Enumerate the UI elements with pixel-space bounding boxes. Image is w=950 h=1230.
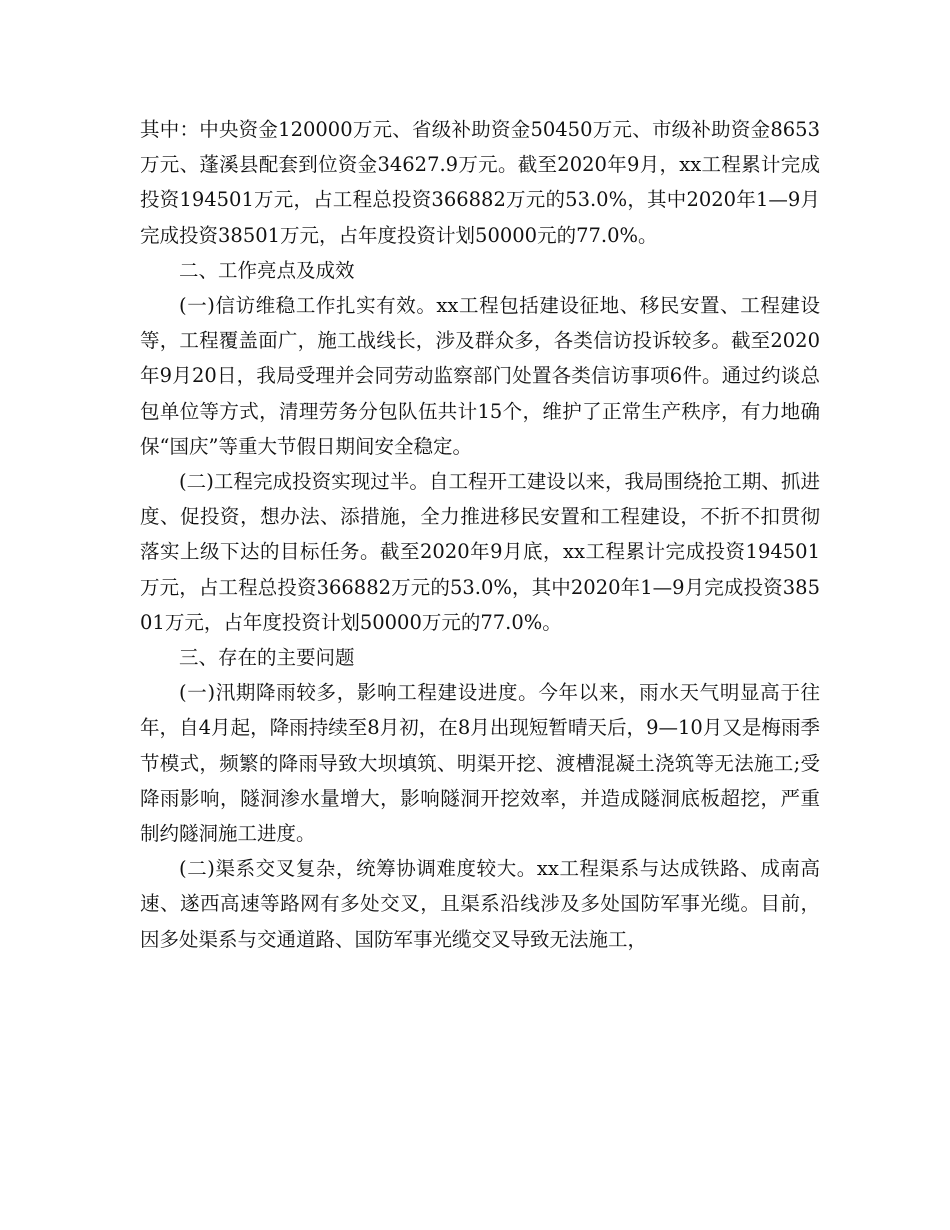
section-heading-highlights: 二、工作亮点及成效 (179, 258, 355, 282)
document-page (140, 112, 820, 957)
paragraph-petition-stability: (一)信访维稳工作扎实有效。xx工程包括建设征地、移民安置、工程建设等，工程覆盖面广，施工战线长，涉及群众多，各类信访投诉较多。截至2020年9月20日，我局受理并会同劳动监察部门处置各类信访事项6件。通过约谈总包单位等方式，清理劳务分包队伍共计15个，维护了正常生产秩序，有力地确保“国庆”等重大节假日期间安全稳定。 (140, 294, 820, 458)
paragraph-investment-progress: (二)工程完成投资实现过半。自工程开工建设以来，我局围绕抢工期、抓进度、促投资，想办法、添措施，全力推进移民安置和工程建设，不折不扣贯彻落实上级下达的目标任务。截至2020年9月底，xx工程累计完成投资194501万元，占工程总投资366882万元的53.0%，其中2020年1—9月完成投资38501万元，占年度投资计划50000万元的77.0%。 (140, 470, 820, 634)
paragraph-canal-crossings: (二)渠系交叉复杂，统筹协调难度较大。xx工程渠系与达成铁路、成南高速、遂西高速等路网有多处交叉，且渠系沿线涉及多处国防军事光缆。目前，因多处渠系与交通道路、国防军事光缆交叉导致无法施工， (140, 857, 820, 951)
paragraph-rainfall-impact: (一)汛期降雨较多，影响工程建设进度。今年以来，雨水天气明显高于往年，自4月起，降雨持续至8月初，在8月出现短暂晴天后，9—10月又是梅雨季节模式，频繁的降雨导致大坝填筑、明渠开挖、渡槽混凝土浇筑等无法施工;受降雨影响，隧洞渗水量增大，影响隧洞开挖效率，并造成隧洞底板超挖，严重制约隧洞施工进度。 (140, 681, 820, 846)
paragraph-funding-summary: 其中：中央资金120000万元、省级补助资金50450万元、市级补助资金8653万元、蓬溪县配套到位资金34627.9万元。截至2020年9月，xx工程累计完成投资194501万元，占工程总投资366882万元的53.0%，其中2020年1—9月完成投资38501万元，占年度投资计划50000元的77.0%。 (140, 118, 820, 247)
section-heading-problems: 三、存在的主要问题 (179, 646, 355, 670)
